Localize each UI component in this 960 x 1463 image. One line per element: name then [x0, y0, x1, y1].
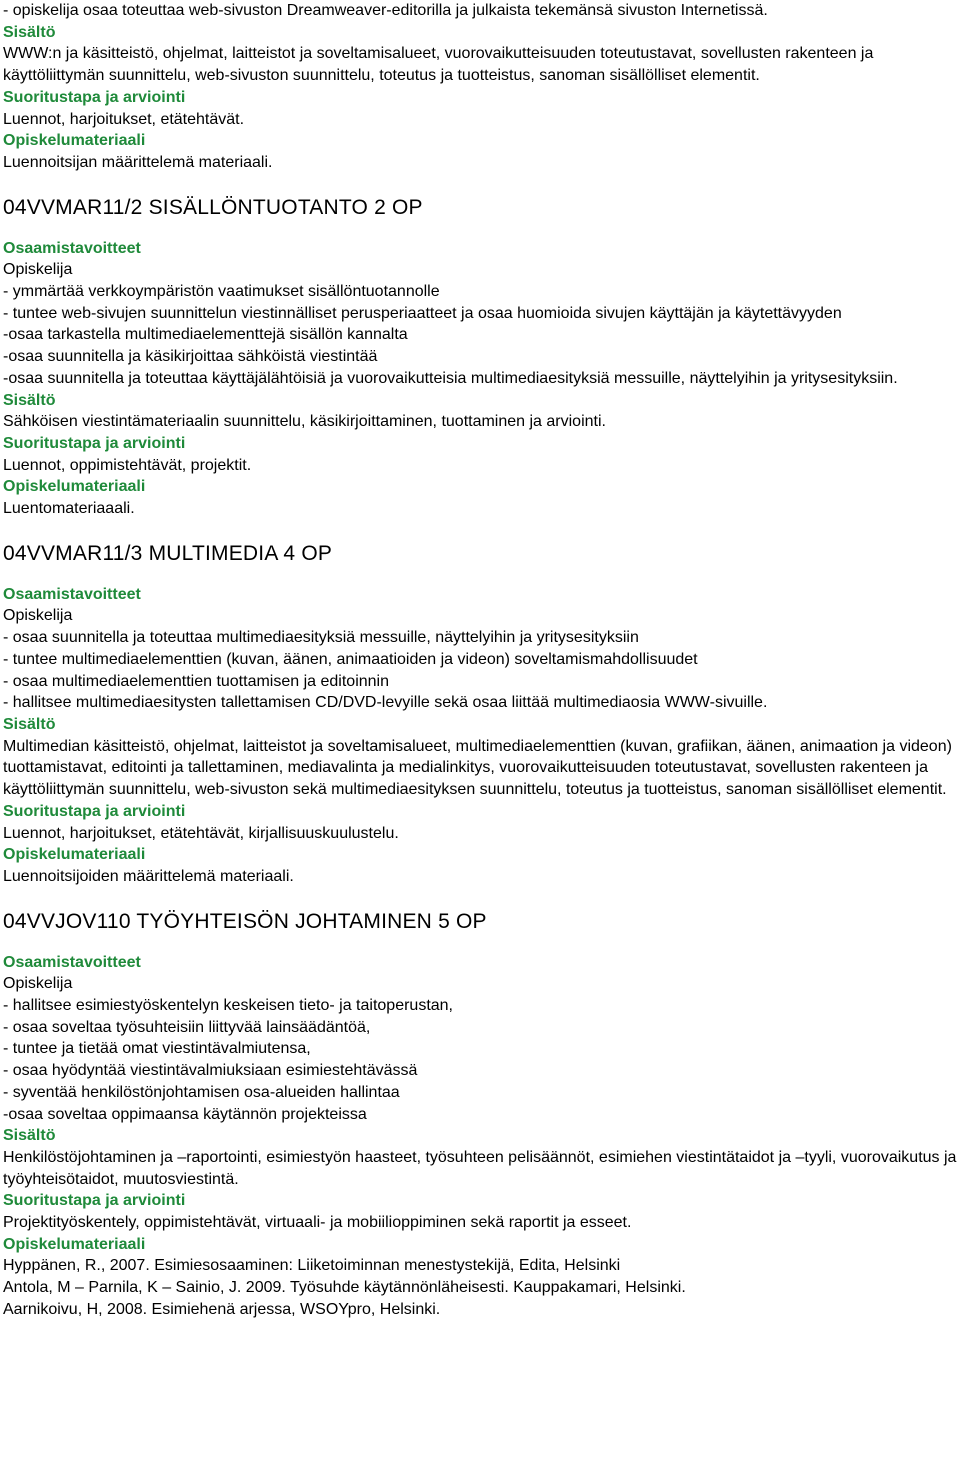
osaamistavoitteet-heading: Osaamistavoitteet: [3, 239, 141, 257]
suoritustapa-text: Luennot, oppimistehtävät, projektit.: [3, 456, 252, 474]
goal-item: - syventää henkilöstönjohtamisen osa-alueiden hallintaa: [3, 1083, 400, 1101]
sisalto-text: WWW:n ja käsitteistö, ohjelmat, laitteistot ja soveltamisalueet, vuorovaikutteisuuden toteutustavat, sovellusten rakenteen ja käyttöliittymän suunnittelu, web-sivuston suunnittelu, toteutus ja tuotteistus, sanoman sisällölliset elementit.: [3, 45, 874, 85]
suoritustapa-text: Luennot, harjoitukset, etätehtävät.: [3, 110, 245, 128]
intro-top-line: - opiskelija osaa toteuttaa web-sivuston Dreamweaver-editorilla ja julkaista tekemänsä sivuston Internetissä.: [3, 2, 768, 19]
student-label: Opiskelija: [3, 261, 73, 279]
goal-item: -osaa soveltaa oppimaansa käytännön projekteissa: [3, 1105, 367, 1123]
goal-item: -osaa suunnitella ja käsikirjoittaa sähköistä viestintää: [3, 348, 378, 366]
opiskelumateriaali-heading: Opiskelumateriaali: [3, 132, 146, 150]
goal-item: -osaa tarkastella multimediaelementtejä sisällön kannalta: [3, 326, 408, 344]
course-section-tyoyhteison-johtaminen: [3, 910, 958, 1321]
opiskelumateriaali-text: Luentomateriaaali.: [3, 500, 135, 518]
reference-item: Antola, M – Parnila, K – Sainio, J. 2009. Työsuhde käytännönläheisesti. Kauppakamari, Helsinki.: [3, 1279, 686, 1297]
suoritustapa-text: Luennot, harjoitukset, etätehtävät, kirjallisuuskuulustelu.: [3, 824, 399, 842]
opiskelumateriaali-text: Luennoitsijoiden määrittelemä materiaali.: [3, 867, 294, 885]
goal-item: - osaa suunnitella ja toteuttaa multimediaesityksiä messuille, näyttelyihin ja yritysesityksiin: [3, 629, 639, 647]
osaamistavoitteet-heading: Osaamistavoitteet: [3, 953, 141, 971]
goal-item: - osaa soveltaa työsuhteisiin liittyvää lainsäädäntöä,: [3, 1018, 371, 1036]
goal-item: - osaa hyödyntää viestintävalmiuksiaan esimiestehtävässä: [3, 1062, 418, 1080]
reference-item: Hyppänen, R., 2007. Esimiesosaaminen: Liiketoiminnan menestystekijä, Edita, Helsinki: [3, 1257, 621, 1275]
goal-item: - hallitsee esimiestyöskentelyn keskeisen tieto- ja taitoperustan,: [3, 997, 453, 1015]
sisalto-heading: Sisältö: [3, 23, 56, 41]
course-section-multimedia: [3, 542, 958, 888]
goal-item: -osaa suunnitella ja toteuttaa käyttäjälähtöisiä ja vuorovaikutteisia multimediaesityksiä messuille, näyttelyihin ja yritysesityksiin.: [3, 369, 898, 387]
goal-item: - hallitsee multimediaesitysten tallettamisen CD/DVD-levyille sekä osaa liittää multimediaosia WWW-sivuille.: [3, 694, 768, 712]
opiskelumateriaali-heading: Opiskelumateriaali: [3, 478, 146, 496]
goal-item: - ymmärtää verkkoympäristön vaatimukset sisällöntuotannolle: [3, 283, 440, 301]
opiskelumateriaali-heading: Opiskelumateriaali: [3, 1235, 146, 1253]
course-title: 04VVMAR11/3 MULTIMEDIA 4 OP: [3, 541, 333, 565]
student-label: Opiskelija: [3, 607, 73, 625]
osaamistavoitteet-heading: Osaamistavoitteet: [3, 585, 141, 603]
opiskelumateriaali-text: Luennoitsijan määrittelemä materiaali.: [3, 153, 273, 171]
sisalto-heading: Sisältö: [3, 1127, 56, 1145]
sisalto-text: Multimedian käsitteistö, ohjelmat, laitteistot ja soveltamisalueet, multimediaelementtien (kuvan, grafiikan, äänen, animaation ja videon) tuottamistavat, editointi ja tallettaminen, mediavalinta ja medialinkitys, vuorovaikutteisuuden toteutustavat, sovellusten rakenteen ja käyttöliittymän suunnittelu, web-sivuston sekä multimediaesityksen suunnittelu, toteutus ja tuotteistus, sanoman sisällölliset elementit.: [3, 737, 952, 799]
sisalto-heading: Sisältö: [3, 391, 56, 409]
course-title: 04VVMAR11/2 SISÄLLÖNTUOTANTO 2 OP: [3, 195, 423, 219]
suoritustapa-heading: Suoritustapa ja arviointi: [3, 802, 186, 820]
goal-item: - tuntee multimediaelementtien (kuvan, äänen, animaatioiden ja videon) soveltamismahdollisuudet: [3, 650, 698, 668]
reference-item: Aarnikoivu, H, 2008. Esimiehenä arjessa, WSOYpro, Helsinki.: [3, 1300, 441, 1318]
sisalto-text: Henkilöstöjohtaminen ja –raportointi, esimiestyön haasteet, työsuhteen pelisäännöt, esimiehen viestintätaidot ja –tyyli, vuorovaikutus ja työyhteisötaidot, muutosviestintä.: [3, 1148, 957, 1188]
goal-item: - osaa multimediaelementtien tuottamisen ja editoinnin: [3, 672, 389, 690]
sisalto-heading: Sisältö: [3, 715, 56, 733]
intro-section: [3, 0, 958, 174]
course-section-sisallontuotanto: [3, 196, 958, 520]
suoritustapa-text: Projektityöskentely, oppimistehtävät, virtuaali- ja mobiilioppiminen sekä raportit ja esseet.: [3, 1214, 632, 1232]
opiskelumateriaali-heading: Opiskelumateriaali: [3, 846, 146, 864]
suoritustapa-heading: Suoritustapa ja arviointi: [3, 88, 186, 106]
suoritustapa-heading: Suoritustapa ja arviointi: [3, 1192, 186, 1210]
student-label: Opiskelija: [3, 975, 73, 993]
suoritustapa-heading: Suoritustapa ja arviointi: [3, 434, 186, 452]
course-title: 04VVJOV110 TYÖYHTEISÖN JOHTAMINEN 5 OP: [3, 909, 487, 933]
goal-item: - tuntee web-sivujen suunnittelun viestinnälliset perusperiaatteet ja osaa huomioida sivujen käyttäjän ja käytettävyyden: [3, 304, 842, 322]
sisalto-text: Sähköisen viestintämateriaalin suunnittelu, käsikirjoittaminen, tuottaminen ja arviointi.: [3, 413, 606, 431]
goal-item: - tuntee ja tietää omat viestintävalmiutensa,: [3, 1040, 311, 1058]
